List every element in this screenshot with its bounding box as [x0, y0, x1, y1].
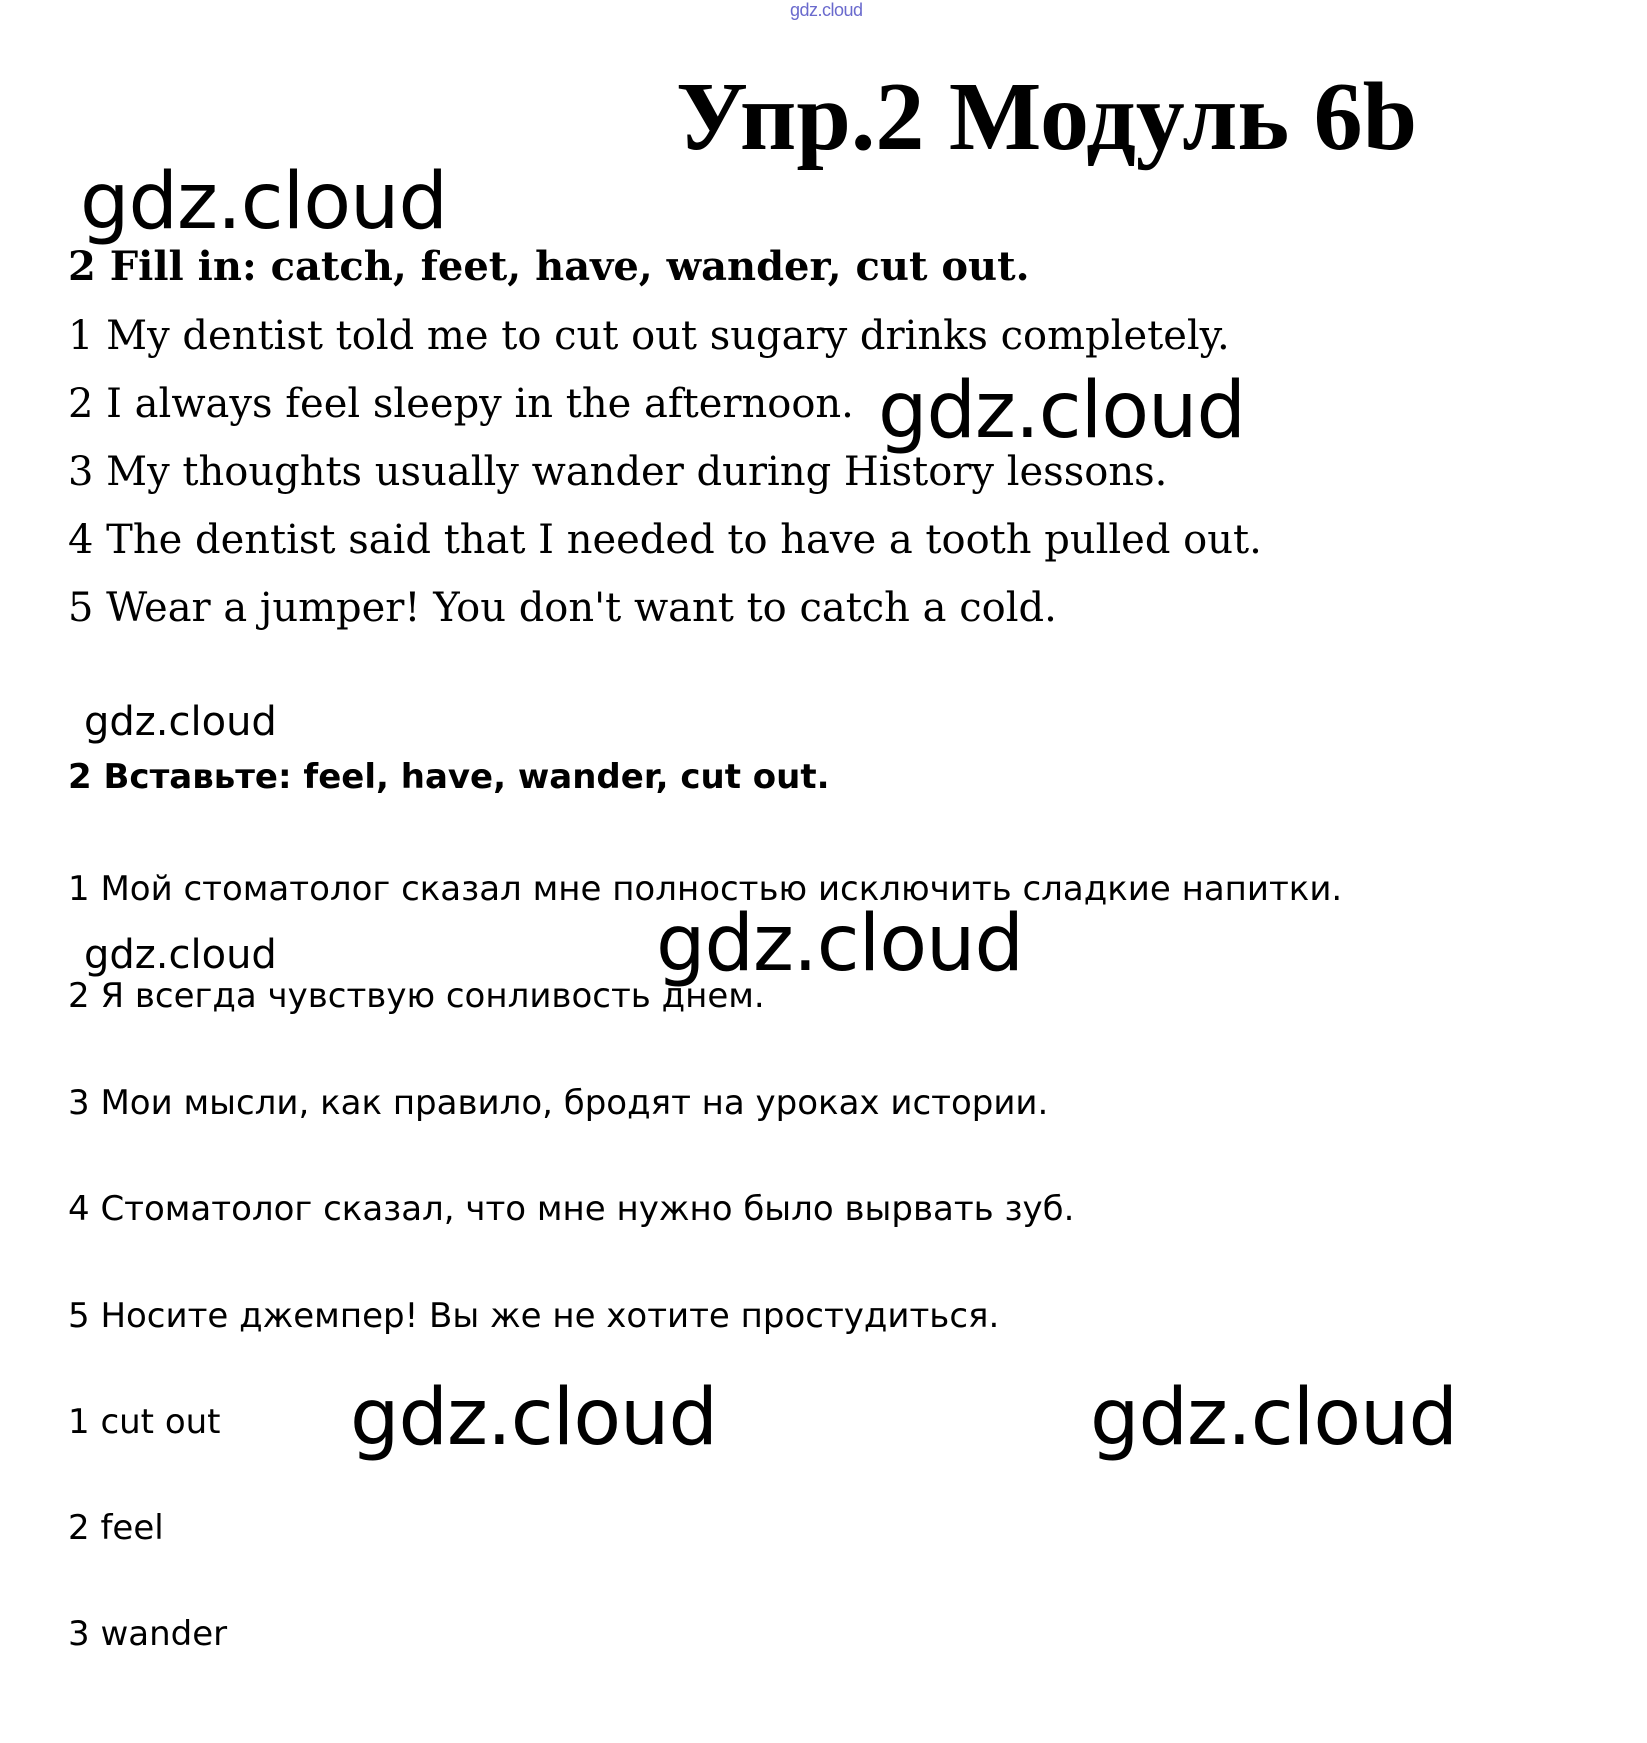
watermark: gdz.cloud: [1090, 1373, 1457, 1463]
sentence-ru-3: 3 Мои мысли, как правило, бродят на уроках истории.: [68, 1083, 1049, 1123]
answer-3: 3 wander: [68, 1614, 228, 1654]
watermark: gdz.cloud: [84, 699, 277, 745]
sentence-en-3: 3 My thoughts usually wander during History lessons.: [68, 449, 1168, 495]
watermark: gdz.cloud: [80, 157, 447, 247]
sentence-en-2: 2 I always feel sleepy in the afternoon.: [68, 381, 854, 427]
sentence-ru-5: 5 Носите джемпер! Вы же не хотите простудиться.: [68, 1296, 1000, 1336]
sentence-en-1: 1 My dentist told me to cut out sugary drinks completely.: [68, 313, 1230, 359]
sentence-ru-4: 4 Стоматолог сказал, что мне нужно было вырвать зуб.: [68, 1189, 1075, 1229]
exercise-heading-ru: 2 Вставьте: feel, have, wander, cut out.: [68, 757, 830, 797]
answer-2: 2 feel: [68, 1508, 164, 1548]
exercise-heading-en: 2 Fill in: catch, feet, have, wander, cut out.: [68, 243, 1030, 290]
answer-1: 1 cut out: [68, 1402, 221, 1442]
sentence-en-5: 5 Wear a jumper! You don't want to catch a cold.: [68, 585, 1057, 631]
watermark: gdz.cloud: [84, 932, 277, 978]
watermark-top: gdz.cloud: [790, 0, 863, 20]
sentence-ru-1: 1 Мой стоматолог сказал мне полностью исключить сладкие напитки.: [68, 869, 1343, 909]
watermark: gdz.cloud: [350, 1373, 717, 1463]
watermark: gdz.cloud: [656, 899, 1023, 989]
page-title: Упр.2 Модуль 6b: [676, 63, 1418, 171]
watermark: gdz.cloud: [878, 366, 1245, 456]
sentence-en-4: 4 The dentist said that I needed to have a tooth pulled out.: [68, 517, 1262, 563]
sentence-ru-2: 2 Я всегда чувствую сонливость днем.: [68, 976, 765, 1016]
